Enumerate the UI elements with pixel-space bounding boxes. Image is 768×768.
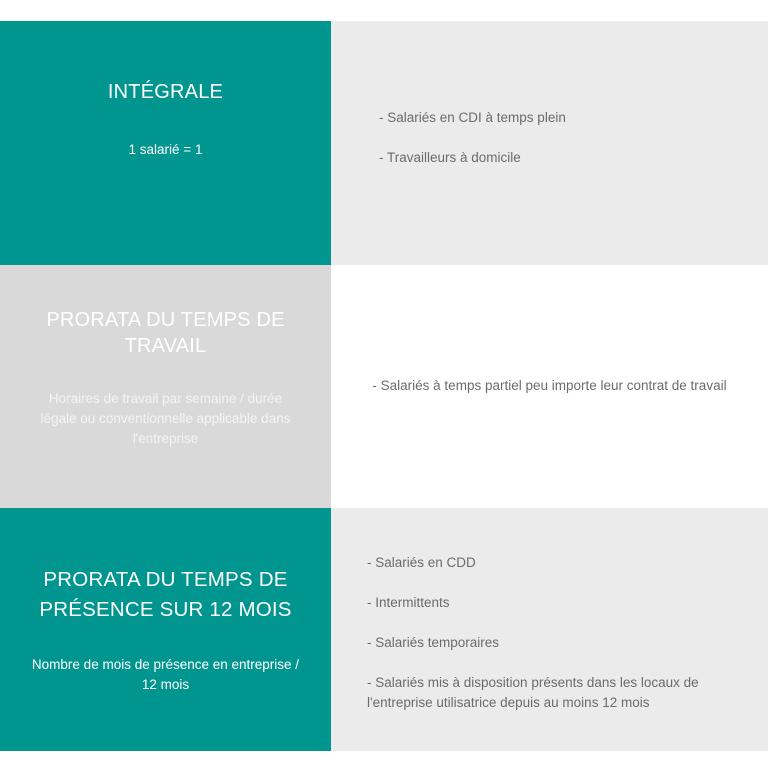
category-title: PRORATA DU TEMPS DE PRÉSENCE SUR 12 MOIS (39, 567, 292, 621)
employees-cell (331, 508, 768, 751)
category-formula: Nombre de mois de présence en entreprise / 12 mois (31, 656, 300, 692)
category-formula: 1 salarié = 1 (128, 141, 203, 157)
list-item: - Intermittents (367, 595, 450, 610)
category-title: INTÉGRALE (107, 80, 224, 103)
row-prorata-travail (0, 265, 768, 508)
employees-cell (331, 21, 768, 265)
list-item: - Travailleurs à domicile (379, 150, 521, 165)
category-title: PRORATA DU TEMPS DE TRAVAIL (46, 308, 285, 357)
list-item: - Salariés à temps partiel peu importe leur contrat de travail (372, 377, 727, 393)
headcount-table (0, 21, 768, 751)
list-item: - Salariés en CDD (367, 555, 476, 570)
category-cell (0, 265, 331, 508)
list-item: - Salariés temporaires (367, 635, 500, 650)
category-cell (0, 508, 331, 751)
category-cell (0, 21, 331, 265)
row-prorata-presence (0, 508, 768, 751)
list-item: - Salariés mis à disposition présents dans les locaux de l'entreprise utilisatrice depuis au moins 12 mois (367, 675, 699, 710)
list-item: - Salariés en CDI à temps plein (379, 110, 566, 125)
category-formula: Horaires de travail par semaine / durée légale ou conventionnelle applicable dans l'entreprise (40, 390, 291, 446)
row-integrale (0, 21, 768, 265)
employees-cell (331, 265, 768, 508)
